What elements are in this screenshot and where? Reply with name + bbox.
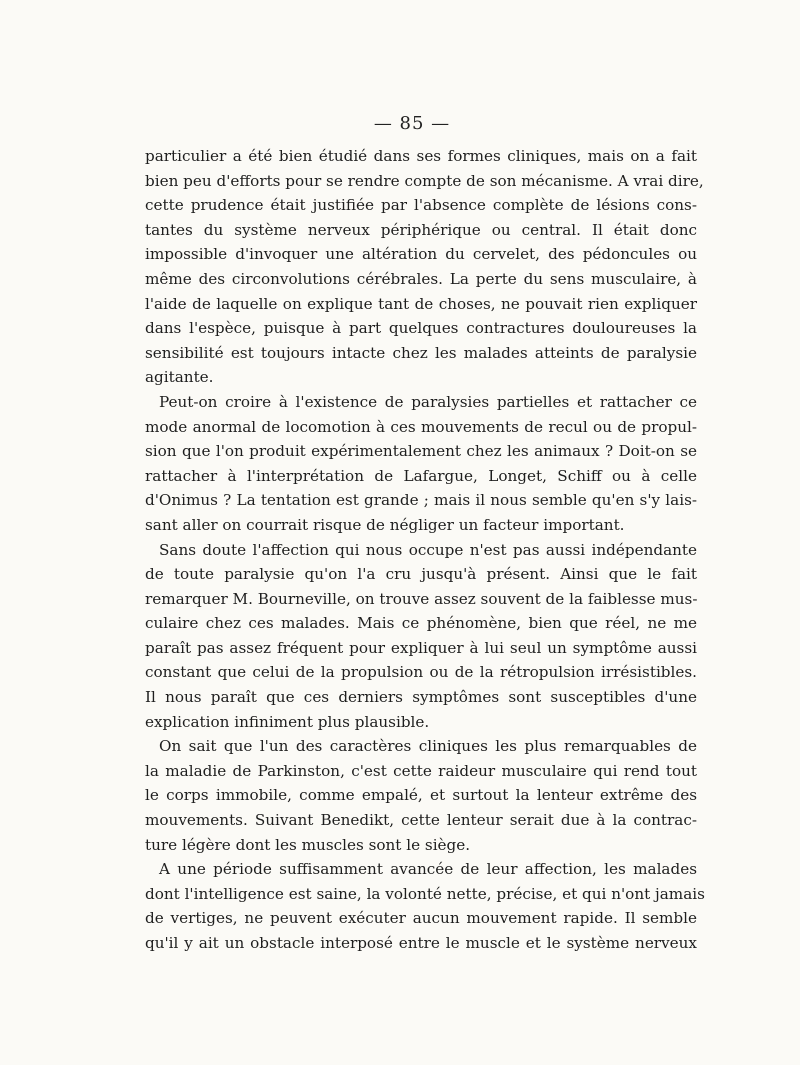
text-line: dont l'intelligence est saine, la volonté nette, précise, et qui n'ont jamais [145,884,705,903]
text-line: constant que celui de la propulsion ou de la rétropulsion irrésistibles. [145,663,697,682]
text-line: même des circonvolutions cérébrales. La perte du sens musculaire, à [145,269,697,288]
text-line: le corps immobile, comme empalé, et surtout la lenteur extrême des [145,786,697,805]
text-line: sant aller on courrait risque de négliger un facteur important. [145,515,625,534]
text-line: impossible d'invoquer une altération du cervelet, des pédoncules ou [145,245,697,264]
text-line: la maladie de Parkinston, c'est cette raideur musculaire qui rend tout [145,761,697,780]
text-line: de vertiges, ne peuvent exécuter aucun mouvement rapide. Il semble [145,909,697,928]
text-line: sion que l'on produit expérimentalement chez les animaux ? Doit-on se [145,442,697,461]
text-line: remarquer M. Bourneville, on trouve assez souvent de la faiblesse mus- [145,589,698,608]
body-text [145,144,705,956]
text-line: qu'il y ait un obstacle interposé entre le muscle et le système nerveux [145,934,697,952]
text-line: Il nous paraît que ces derniers symptômes sont susceptibles d'une [145,688,697,707]
text-line: paraît pas assez fréquent pour expliquer à lui seul un symptôme aussi [145,638,697,657]
text-line: A une période suffisamment avancée de leur affection, les malades [159,860,697,879]
paragraph [145,390,697,538]
text-line: particulier a été bien étudié dans ses formes cliniques, mais on a fait [145,147,697,165]
paragraph [145,734,697,857]
page-number: — 85 — [373,113,451,134]
paragraph [145,538,697,735]
paragraph [145,857,705,955]
text-line: ture légère dont les muscles sont le siège. [145,835,471,854]
text-line: d'Onimus ? La tentation est grande ; mais il nous semble qu'en s'y lais- [145,491,697,510]
text-line: l'aide de laquelle on explique tant de choses, ne pouvait rien expliquer [145,294,697,313]
text-line: Peut-on croire à l'existence de paralysies partielles et rattacher ce [159,392,697,411]
paragraph [145,144,704,390]
text-line: dans l'espèce, puisque à part quelques contractures douloureuses la [145,319,697,338]
text-line: explication infiniment plus plausible. [145,712,430,731]
text-line: culaire chez ces malades. Mais ce phénomène, bien que réel, ne me [145,614,697,633]
text-line: mouvements. Suivant Benedikt, cette lenteur serait due à la contrac- [145,811,697,830]
text-line: bien peu d'efforts pour se rendre compte de son mécanisme. A vrai dire, [145,171,704,190]
text-line: sensibilité est toujours intacte chez les malades atteints de paralysie [145,343,697,362]
text-line: agitante. [145,368,214,387]
text-line: mode anormal de locomotion à ces mouvements de recul ou de propul- [145,417,697,436]
text-line: On sait que l'un des caractères cliniques les plus remarquables de [159,737,697,756]
text-line: rattacher à l'interprétation de Lafargue, Longet, Schiff ou à celle [145,466,697,485]
text-line: cette prudence était justifiée par l'absence complète de lésions cons- [145,196,697,215]
text-line: tantes du système nerveux périphérique ou central. Il était donc [145,220,697,239]
text-line: Sans doute l'affection qui nous occupe n'est pas aussi indépendante [159,540,697,559]
text-line: de toute paralysie qu'on l'a cru jusqu'à présent. Ainsi que le fait [145,565,697,584]
